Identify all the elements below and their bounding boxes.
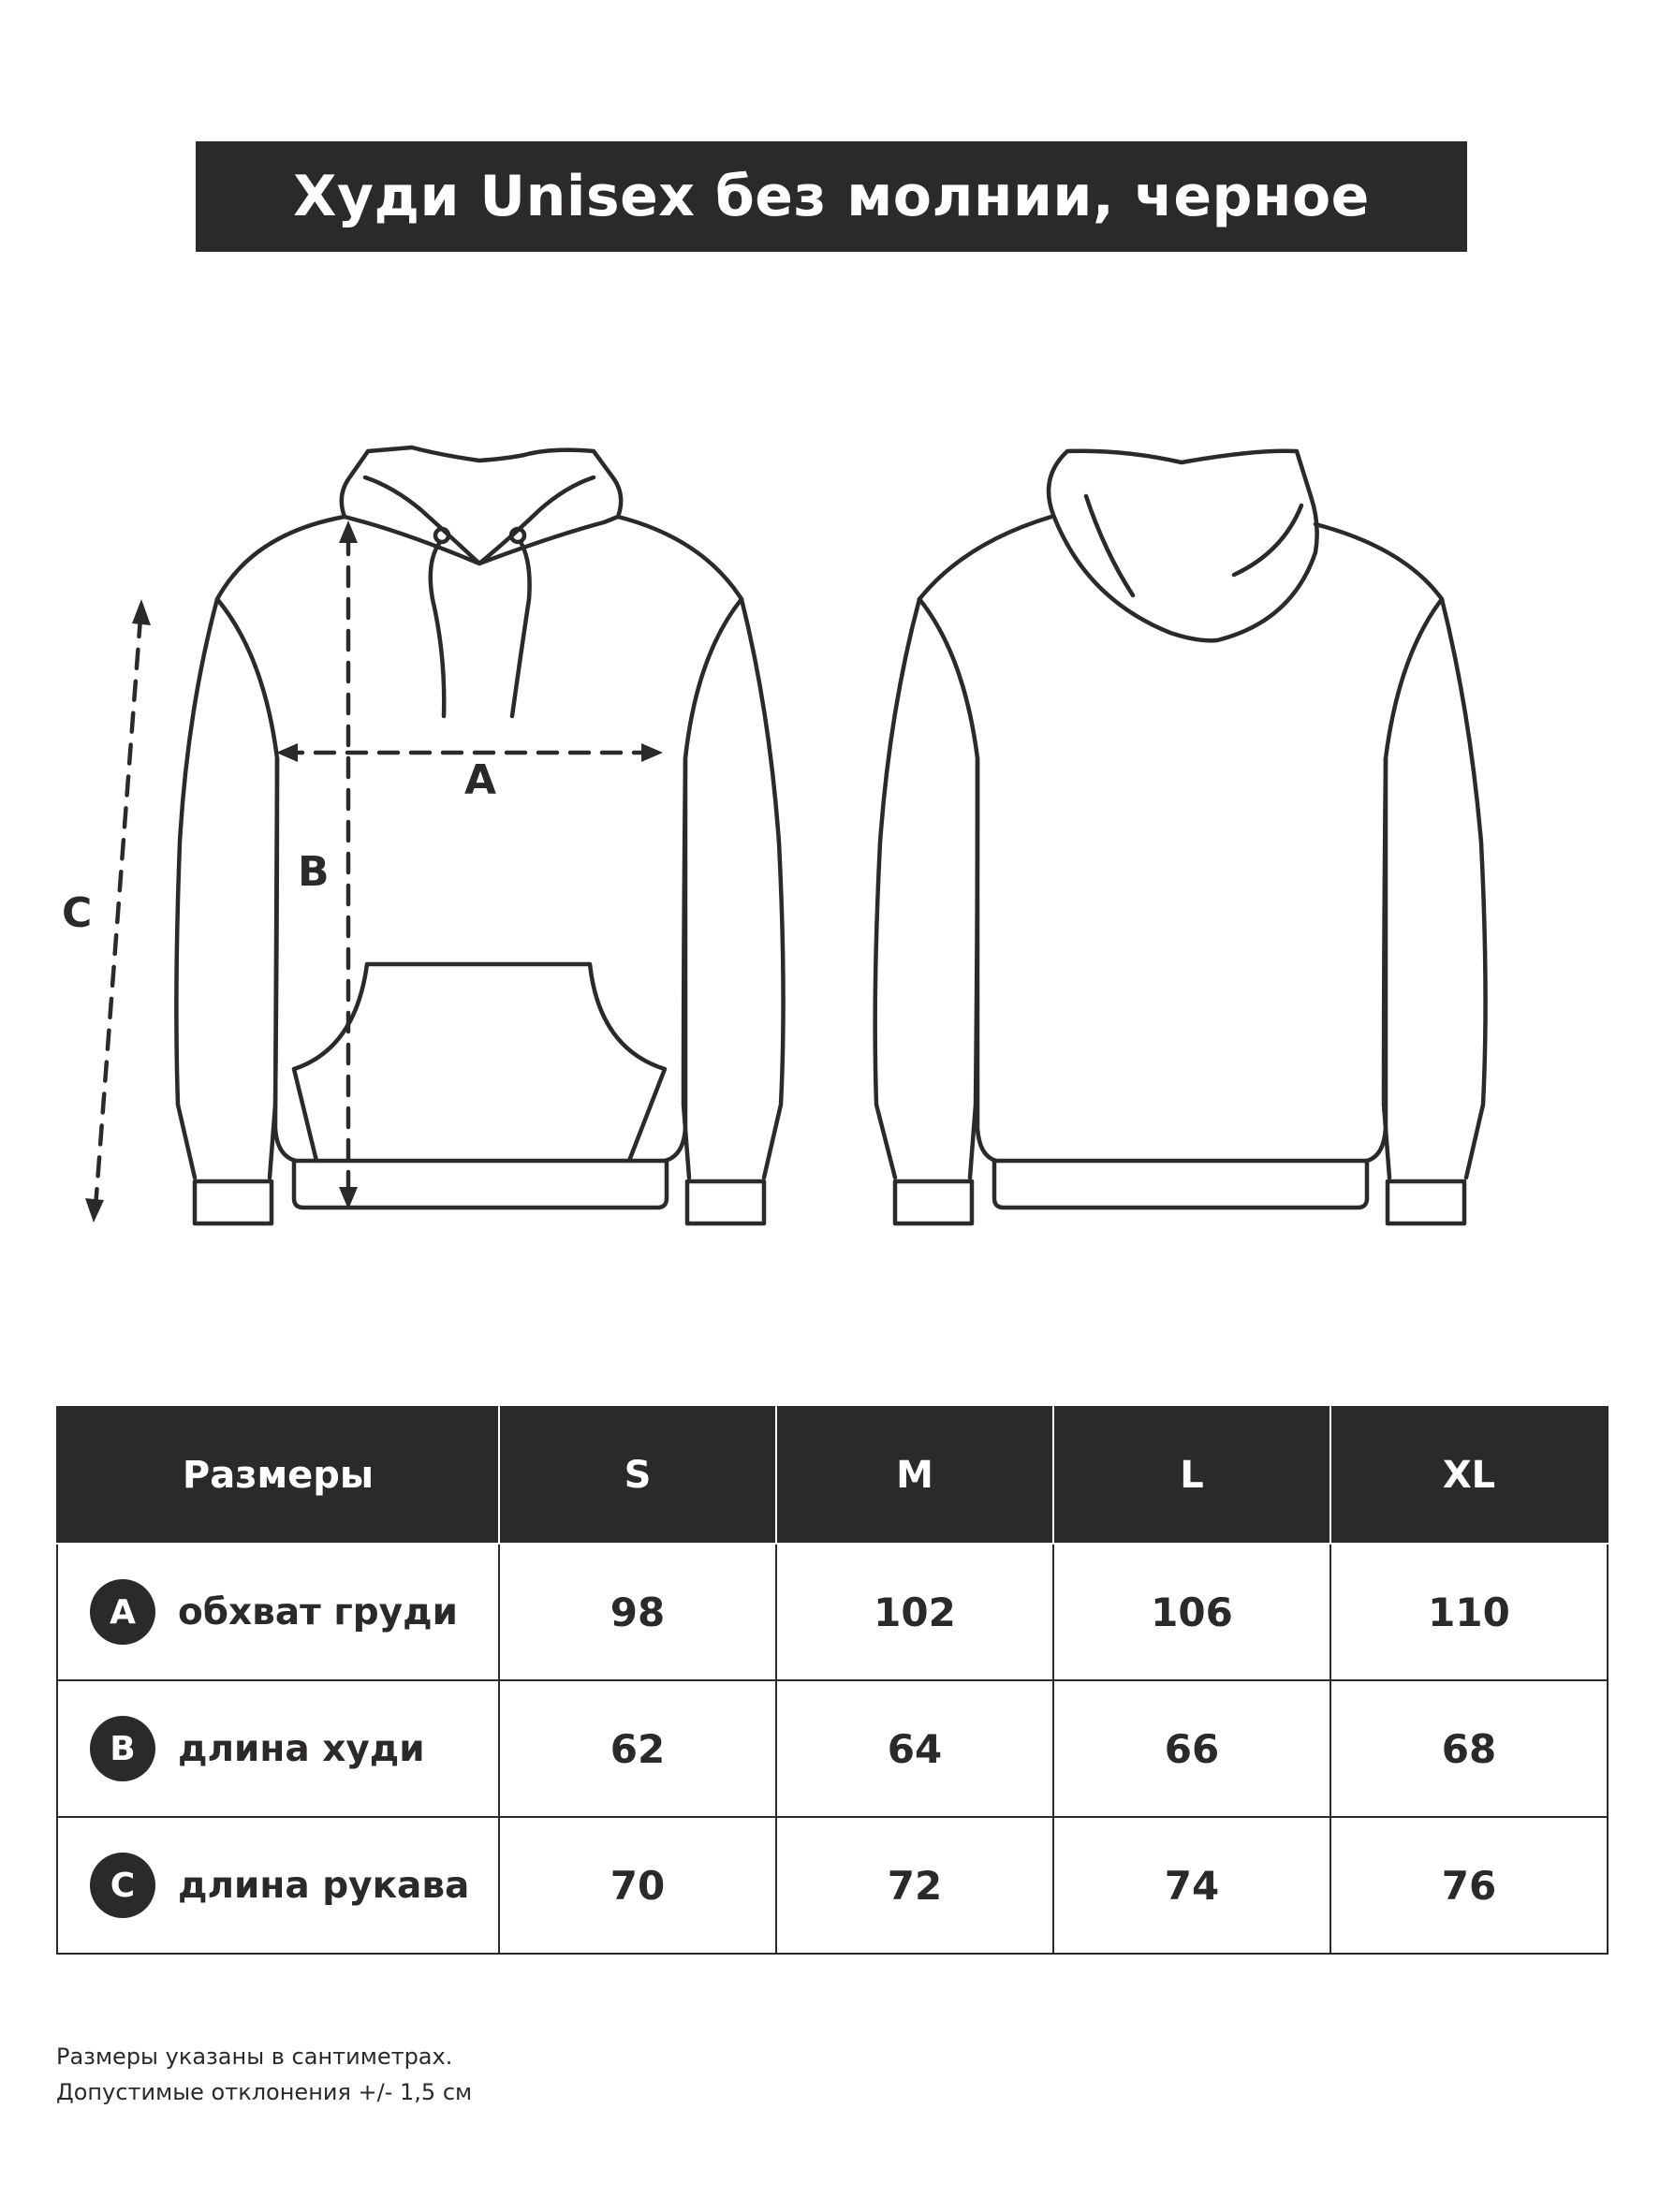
hoodie-back-drawing — [875, 451, 1486, 1223]
table-cell: 106 — [1053, 1544, 1330, 1680]
row-badge: B — [90, 1716, 155, 1781]
sleeve-length-arrow — [95, 618, 140, 1208]
header-size-xl: XL — [1330, 1407, 1608, 1544]
row-name: длина рукава — [178, 1864, 470, 1907]
table-row — [57, 1544, 1608, 1680]
table-cell: 76 — [1330, 1817, 1608, 1954]
header-size-l: L — [1053, 1407, 1330, 1544]
header-size-s: S — [499, 1407, 776, 1544]
table-cell: 62 — [499, 1680, 776, 1817]
table-cell: 68 — [1330, 1680, 1608, 1817]
row-label-cell — [57, 1680, 499, 1817]
row-name: обхват груди — [178, 1590, 458, 1633]
arrowheads — [85, 520, 663, 1223]
dimension-label-c: C — [62, 889, 93, 937]
footnote-units: Размеры указаны в сантиметрах. — [56, 2044, 453, 2070]
footnote — [56, 2039, 472, 2110]
size-chart-table — [56, 1406, 1609, 1955]
table-header-row — [57, 1407, 1608, 1544]
table-row — [57, 1817, 1608, 1954]
dimension-label-b: B — [298, 848, 330, 896]
table-row — [57, 1680, 1608, 1817]
row-badge: A — [90, 1579, 155, 1645]
header-sizes-label: Размеры — [57, 1407, 499, 1544]
row-label-cell — [57, 1817, 499, 1954]
row-name: длина худи — [178, 1727, 425, 1770]
table-cell: 64 — [776, 1680, 1053, 1817]
row-label-cell — [57, 1544, 499, 1680]
table-cell: 74 — [1053, 1817, 1330, 1954]
dimension-label-a: A — [464, 756, 497, 804]
row-badge: C — [90, 1853, 155, 1918]
table-cell: 102 — [776, 1544, 1053, 1680]
table-cell: 70 — [499, 1817, 776, 1954]
page-title: Худи Unisex без молнии, черное — [293, 164, 1370, 229]
table-cell: 98 — [499, 1544, 776, 1680]
footnote-tolerance: Допустимые отклонения +/- 1,5 см — [56, 2079, 473, 2105]
hoodie-front-drawing — [176, 447, 783, 1223]
table-cell: 72 — [776, 1817, 1053, 1954]
table-cell: 66 — [1053, 1680, 1330, 1817]
table-cell: 110 — [1330, 1544, 1608, 1680]
header-size-m: M — [776, 1407, 1053, 1544]
